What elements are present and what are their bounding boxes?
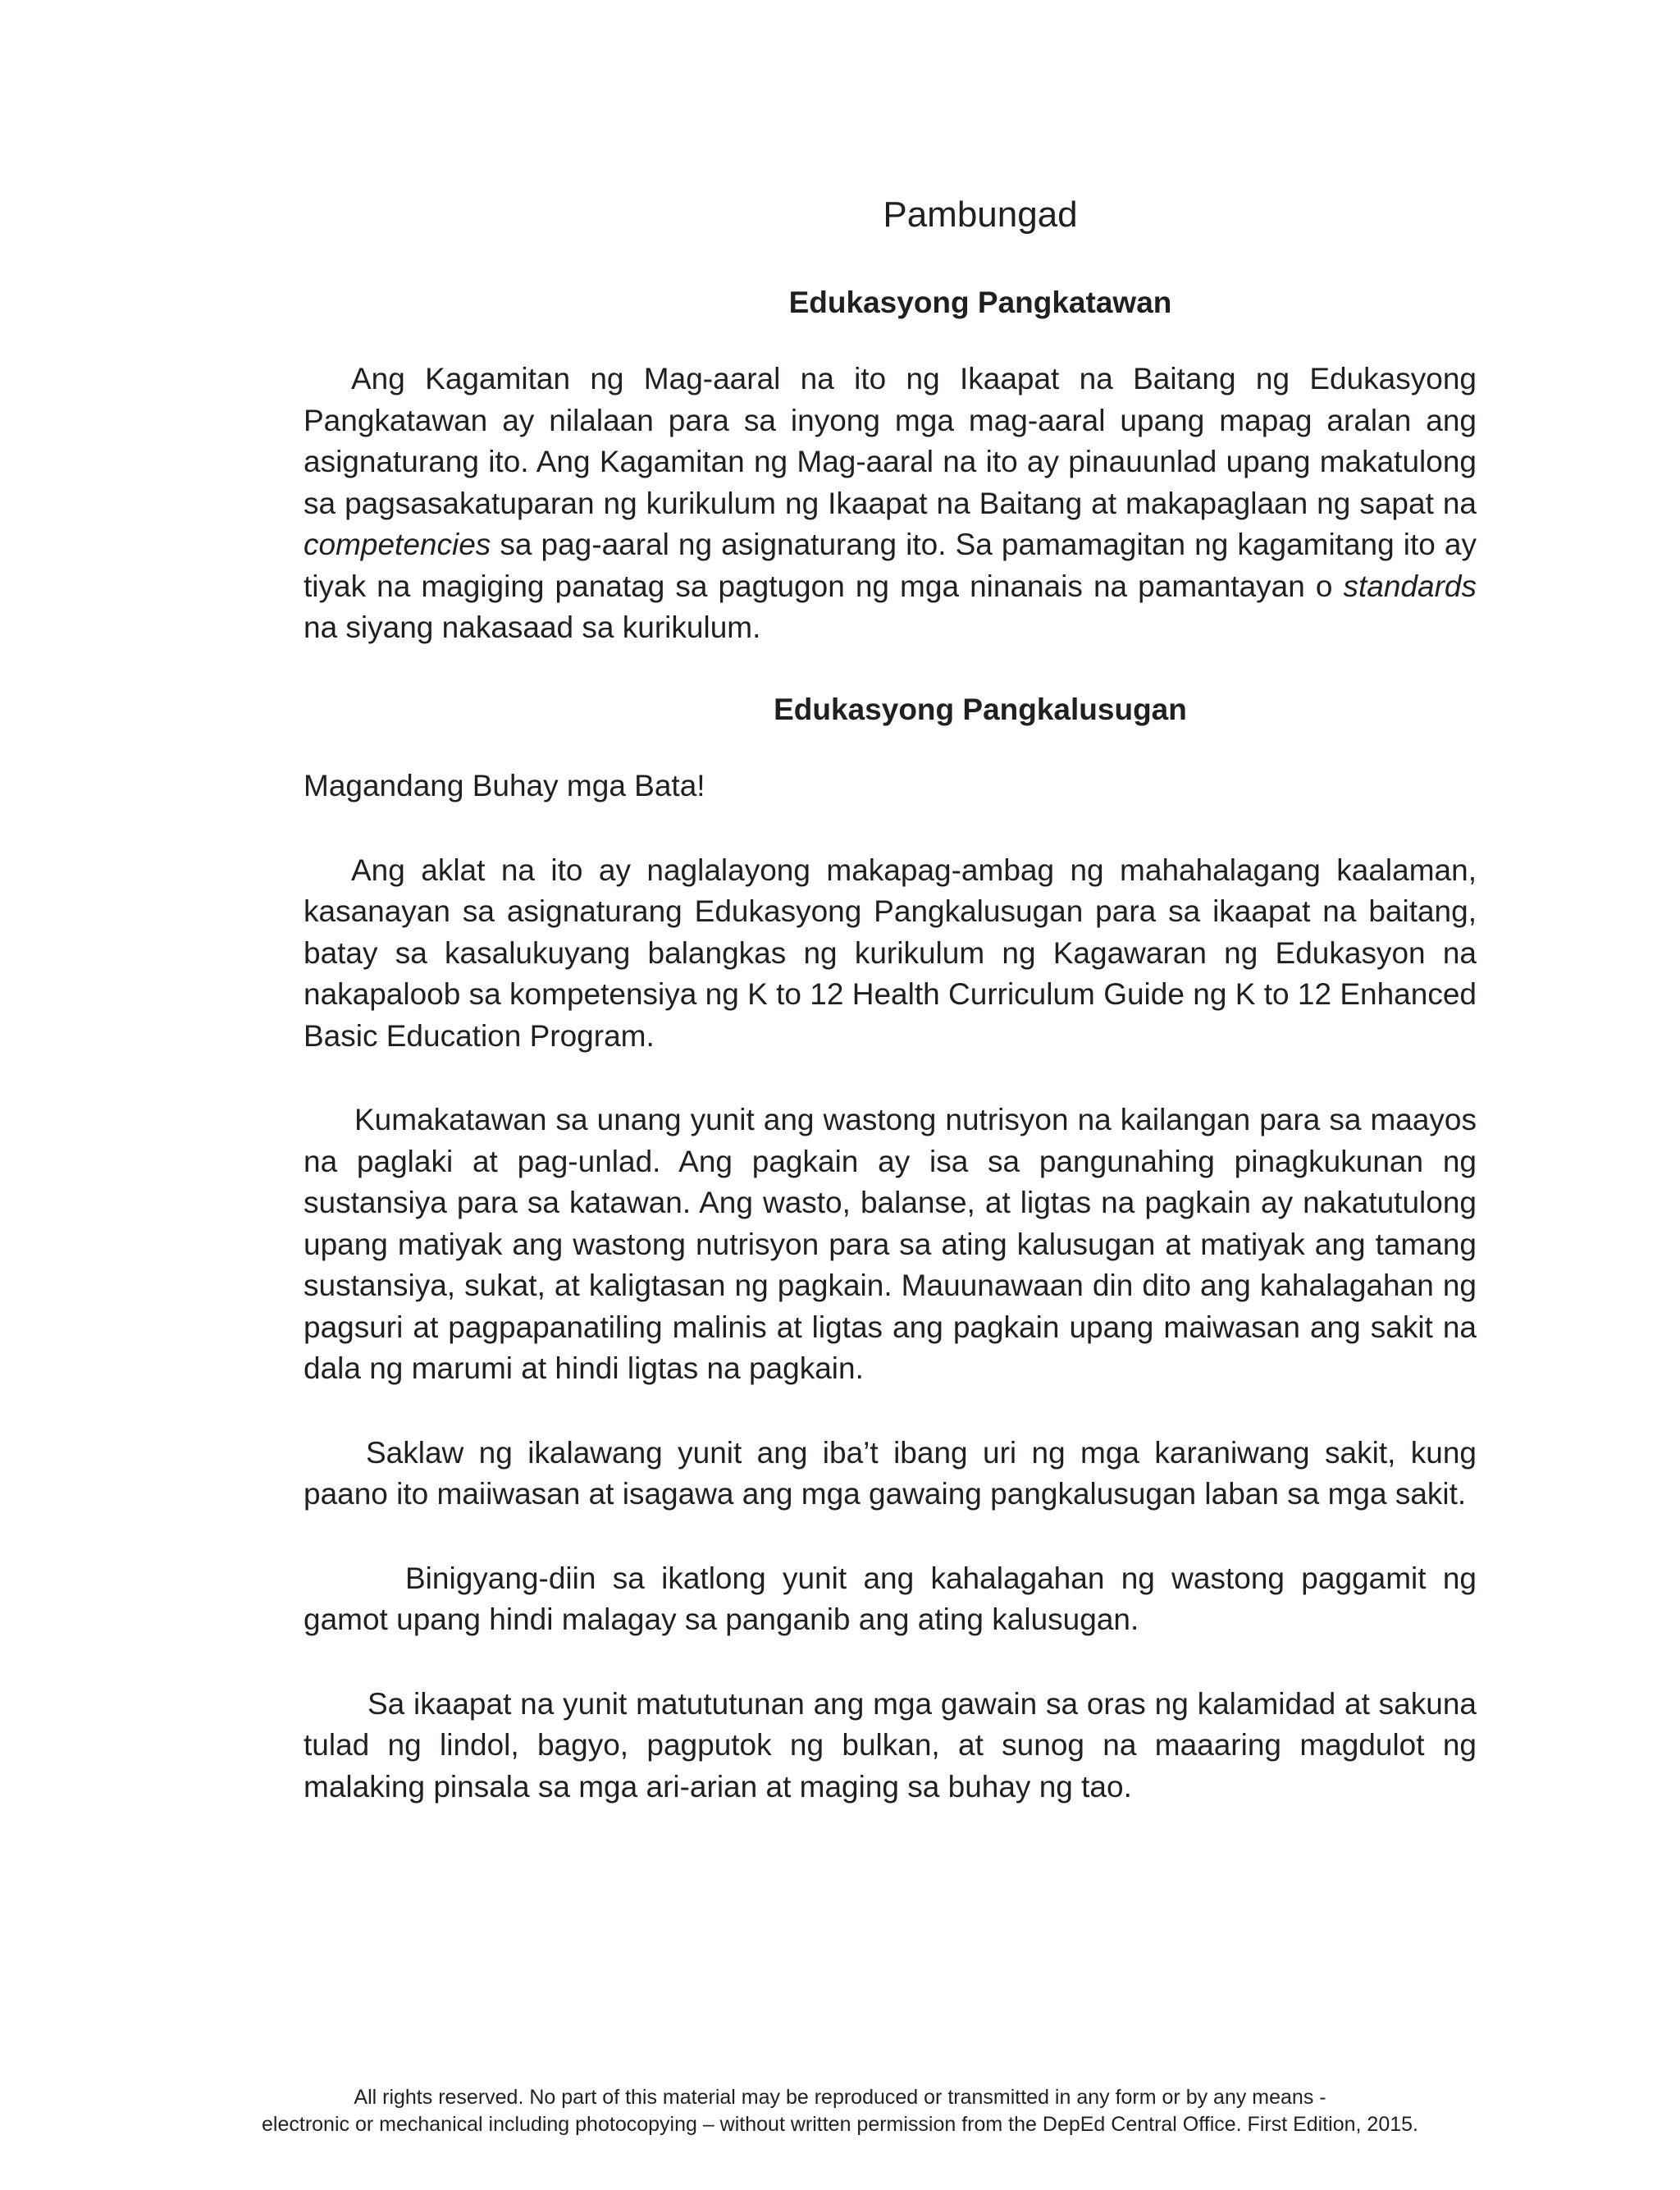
copyright-footer xyxy=(0,2084,1680,2138)
paragraph-ikaapat-na-yunit: Sa ikaapat na yunit matututunan ang mga gawain sa oras ng kalamidad at sakuna tulad ng lindol, bagyo, pagputok ng bulkan, at sunog na maaaring magdulot ng malaking pinsala sa mga ari-arian at maging sa buhay ng tao. xyxy=(304,1686,1477,1804)
section-heading-pangkalusugan: Edukasyong Pangkalusugan xyxy=(774,692,1187,726)
paragraph-text: Ang Kagamitan ng Mag-aaral na ito ng Ikaapat na Baitang ng Edukasyong Pangkatawan ay nilalaan para sa inyong mga mag-aaral upang mapag aralan ang asignaturang ito. Ang Kagamitan ng Mag-aaral na ito ay pinauunlad upang makatulong sa pagsasakatuparan ng kurikulum ng Ikaapat na Baitang at makapaglaan ng sapat na xyxy=(304,362,1477,520)
italic-term-standards: standards xyxy=(1343,569,1477,603)
paragraph-aklat: Ang aklat na ito ay naglalayong makapag-ambag ng mahahalagang kaalaman, kasanayan sa asignaturang Edukasyong Pangkalusugan para sa ikaapat na baitang, batay sa kasalukuyang balangkas ng kurikulum ng Kagawaran ng Edukasyon na nakapaloob sa kompetensiya ng K to 12 Health Curriculum Guide ng K to 12 Enhanced Basic Education Program. xyxy=(304,853,1477,1053)
section-heading-pangkatawan: Edukasyong Pangkatawan xyxy=(788,285,1172,319)
paragraph-ikatlong-yunit: Binigyang-diin sa ikatlong yunit ang kahalagahan ng wastong paggamit ng gamot upang hindi malagay sa panganib ang ating kalusugan. xyxy=(304,1561,1477,1637)
greeting-text: Magandang Buhay mga Bata! xyxy=(304,769,705,803)
page-title: Pambungad xyxy=(883,194,1078,235)
paragraph-pangkatawan-intro xyxy=(304,359,1477,649)
paragraph-text: na siyang nakasaad sa kurikulum. xyxy=(304,610,761,645)
paragraph-text: sa pag-aaral ng asignaturang ito. Sa pamamagitan ng kagamitang ito ay tiyak na magiging panatag sa pagtugon ng mga ninanais na pamantayan o xyxy=(304,528,1477,603)
paragraph-unang-yunit: Kumakatawan sa unang yunit ang wastong nutrisyon na kailangan para sa maayos na paglaki at pag-unlad. Ang pagkain ay isa sa pangunahing pinagkukunan ng sustansiya para sa katawan. Ang wasto, balanse, at ligtas na pagkain ay nakatutulong upang matiyak ang wastong nutrisyon para sa ating kalusugan at matiyak ang tamang sustansiya, sukat, at kaligtasan ng pagkain. Mauunawaan din dito ang kahalagahan ng pagsuri at pagpapanatiling malinis at ligtas ang pagkain upang maiwasan ang sakit na dala ng marumi at hindi ligtas na pagkain. xyxy=(304,1103,1477,1386)
footer-line-2: electronic or mechanical including photocopying – without written permission from the DepEd Central Office. First Edition, 2015. xyxy=(262,2113,1418,2136)
footer-line-1: All rights reserved. No part of this material may be reproduced or transmitted in any form or by any means - xyxy=(354,2086,1326,2109)
italic-term-competencies: competencies xyxy=(304,528,491,562)
paragraph-ikalawang-yunit: Saklaw ng ikalawang yunit ang iba’t ibang uri ng mga karaniwang sakit, kung paano ito maiiwasan at isagawa ang mga gawaing pangkalusugan laban sa mga sakit. xyxy=(304,1435,1477,1511)
page-content xyxy=(304,194,1477,1808)
